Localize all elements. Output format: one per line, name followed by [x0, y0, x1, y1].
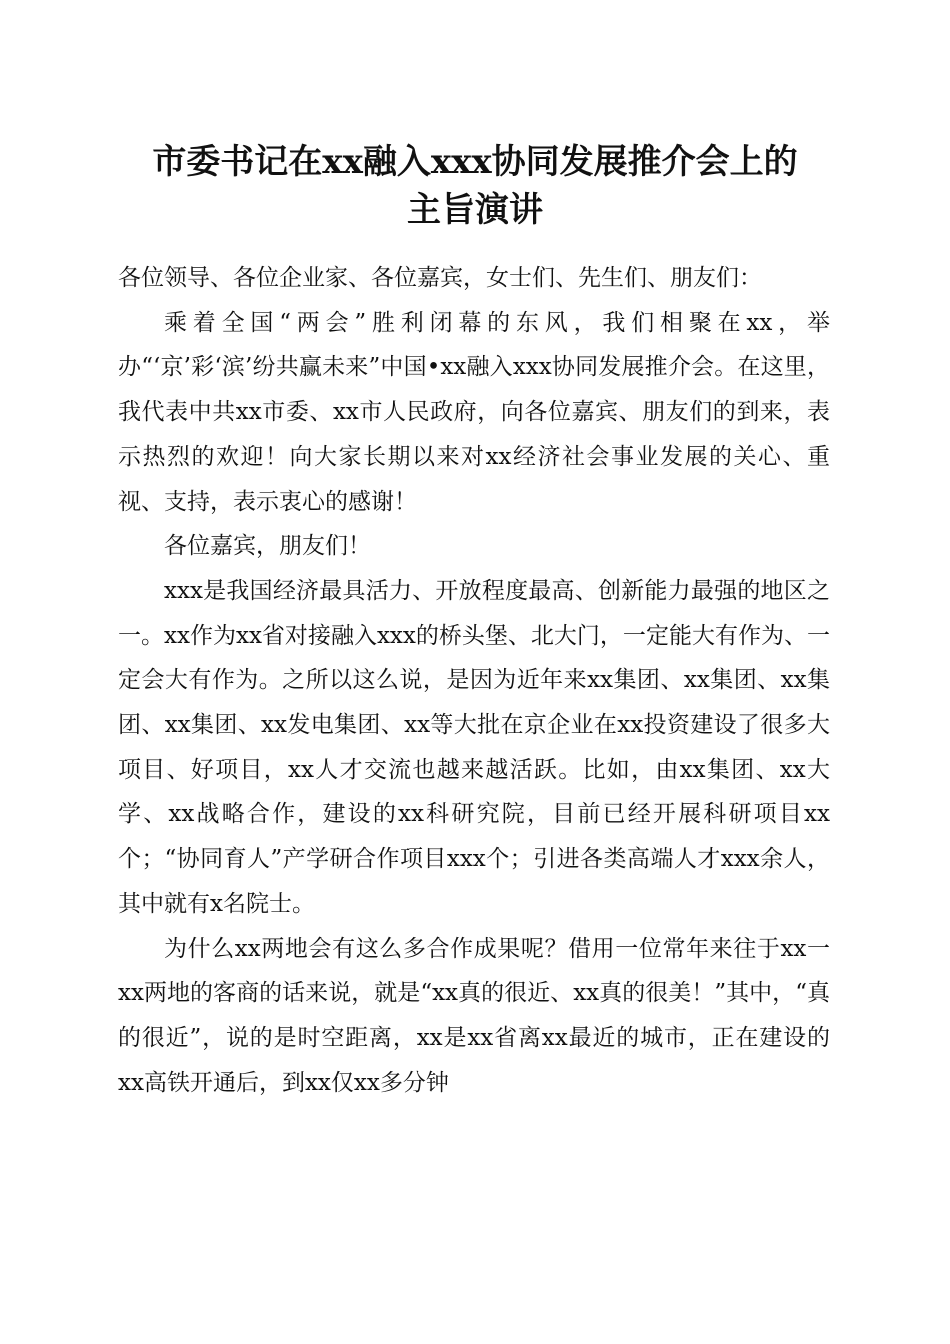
title-line-1: 市委书记在xx融入xxx协同发展推介会上的 [152, 142, 798, 182]
paragraph-3: xxx是我国经济最具活力、开放程度最高、创新能力最强的地区之一。xx作为xx省对接融入xxx的桥头堡、北大门，一定能大有作为、一定会大有作为。之所以这么说，是因为近年来xx集团、xx集团、xx集团、xx集团、xx发电集团、xx等大批在京企业在xx投资建设了很多大项目、好项目，xx人才交流也越来越活跃。比如，由xx集团、xx大学、xx战略合作，建设的xx科研究院，目前已经开展科研项目xx个；“协同育人”产学研合作项目xxx个；引进各类高端人才xxx余人，其中就有x名院士。 [118, 577, 830, 917]
salutation: 各位领导、各位企业家、各位嘉宾，女士们、先生们、朋友们： [118, 265, 762, 291]
title-line-2: 主旨演讲 [407, 190, 543, 230]
document-body [118, 256, 830, 1105]
paragraph-4: 为什么xx两地会有这么多合作成果呢？借用一位常年来往于xx一xx两地的客商的话来说，就是“xx真的很近、xx真的很美！”其中，“真的很近”，说的是时空距离，xx是xx省离xx最近的城市，正在建设的xx高铁开通后，到xx仅xx多分钟 [118, 935, 830, 1096]
paragraph-2: 各位嘉宾，朋友们！ [164, 533, 371, 560]
paragraph-1: 乘着全国“两会”胜利闭幕的东风，我们相聚在xx，举办“‘京’彩‘滨’纷共赢未来”中国•xx融入xxx协同发展推介会。在这里，我代表中共xx市委、xx市人民政府，向各位嘉宾、朋友们的到来，表示热烈的欢迎！向大家长期以来对xx经济社会事业发展的关心、重视、支持，表示衷心的感谢！ [118, 309, 830, 515]
document-title [100, 138, 850, 234]
